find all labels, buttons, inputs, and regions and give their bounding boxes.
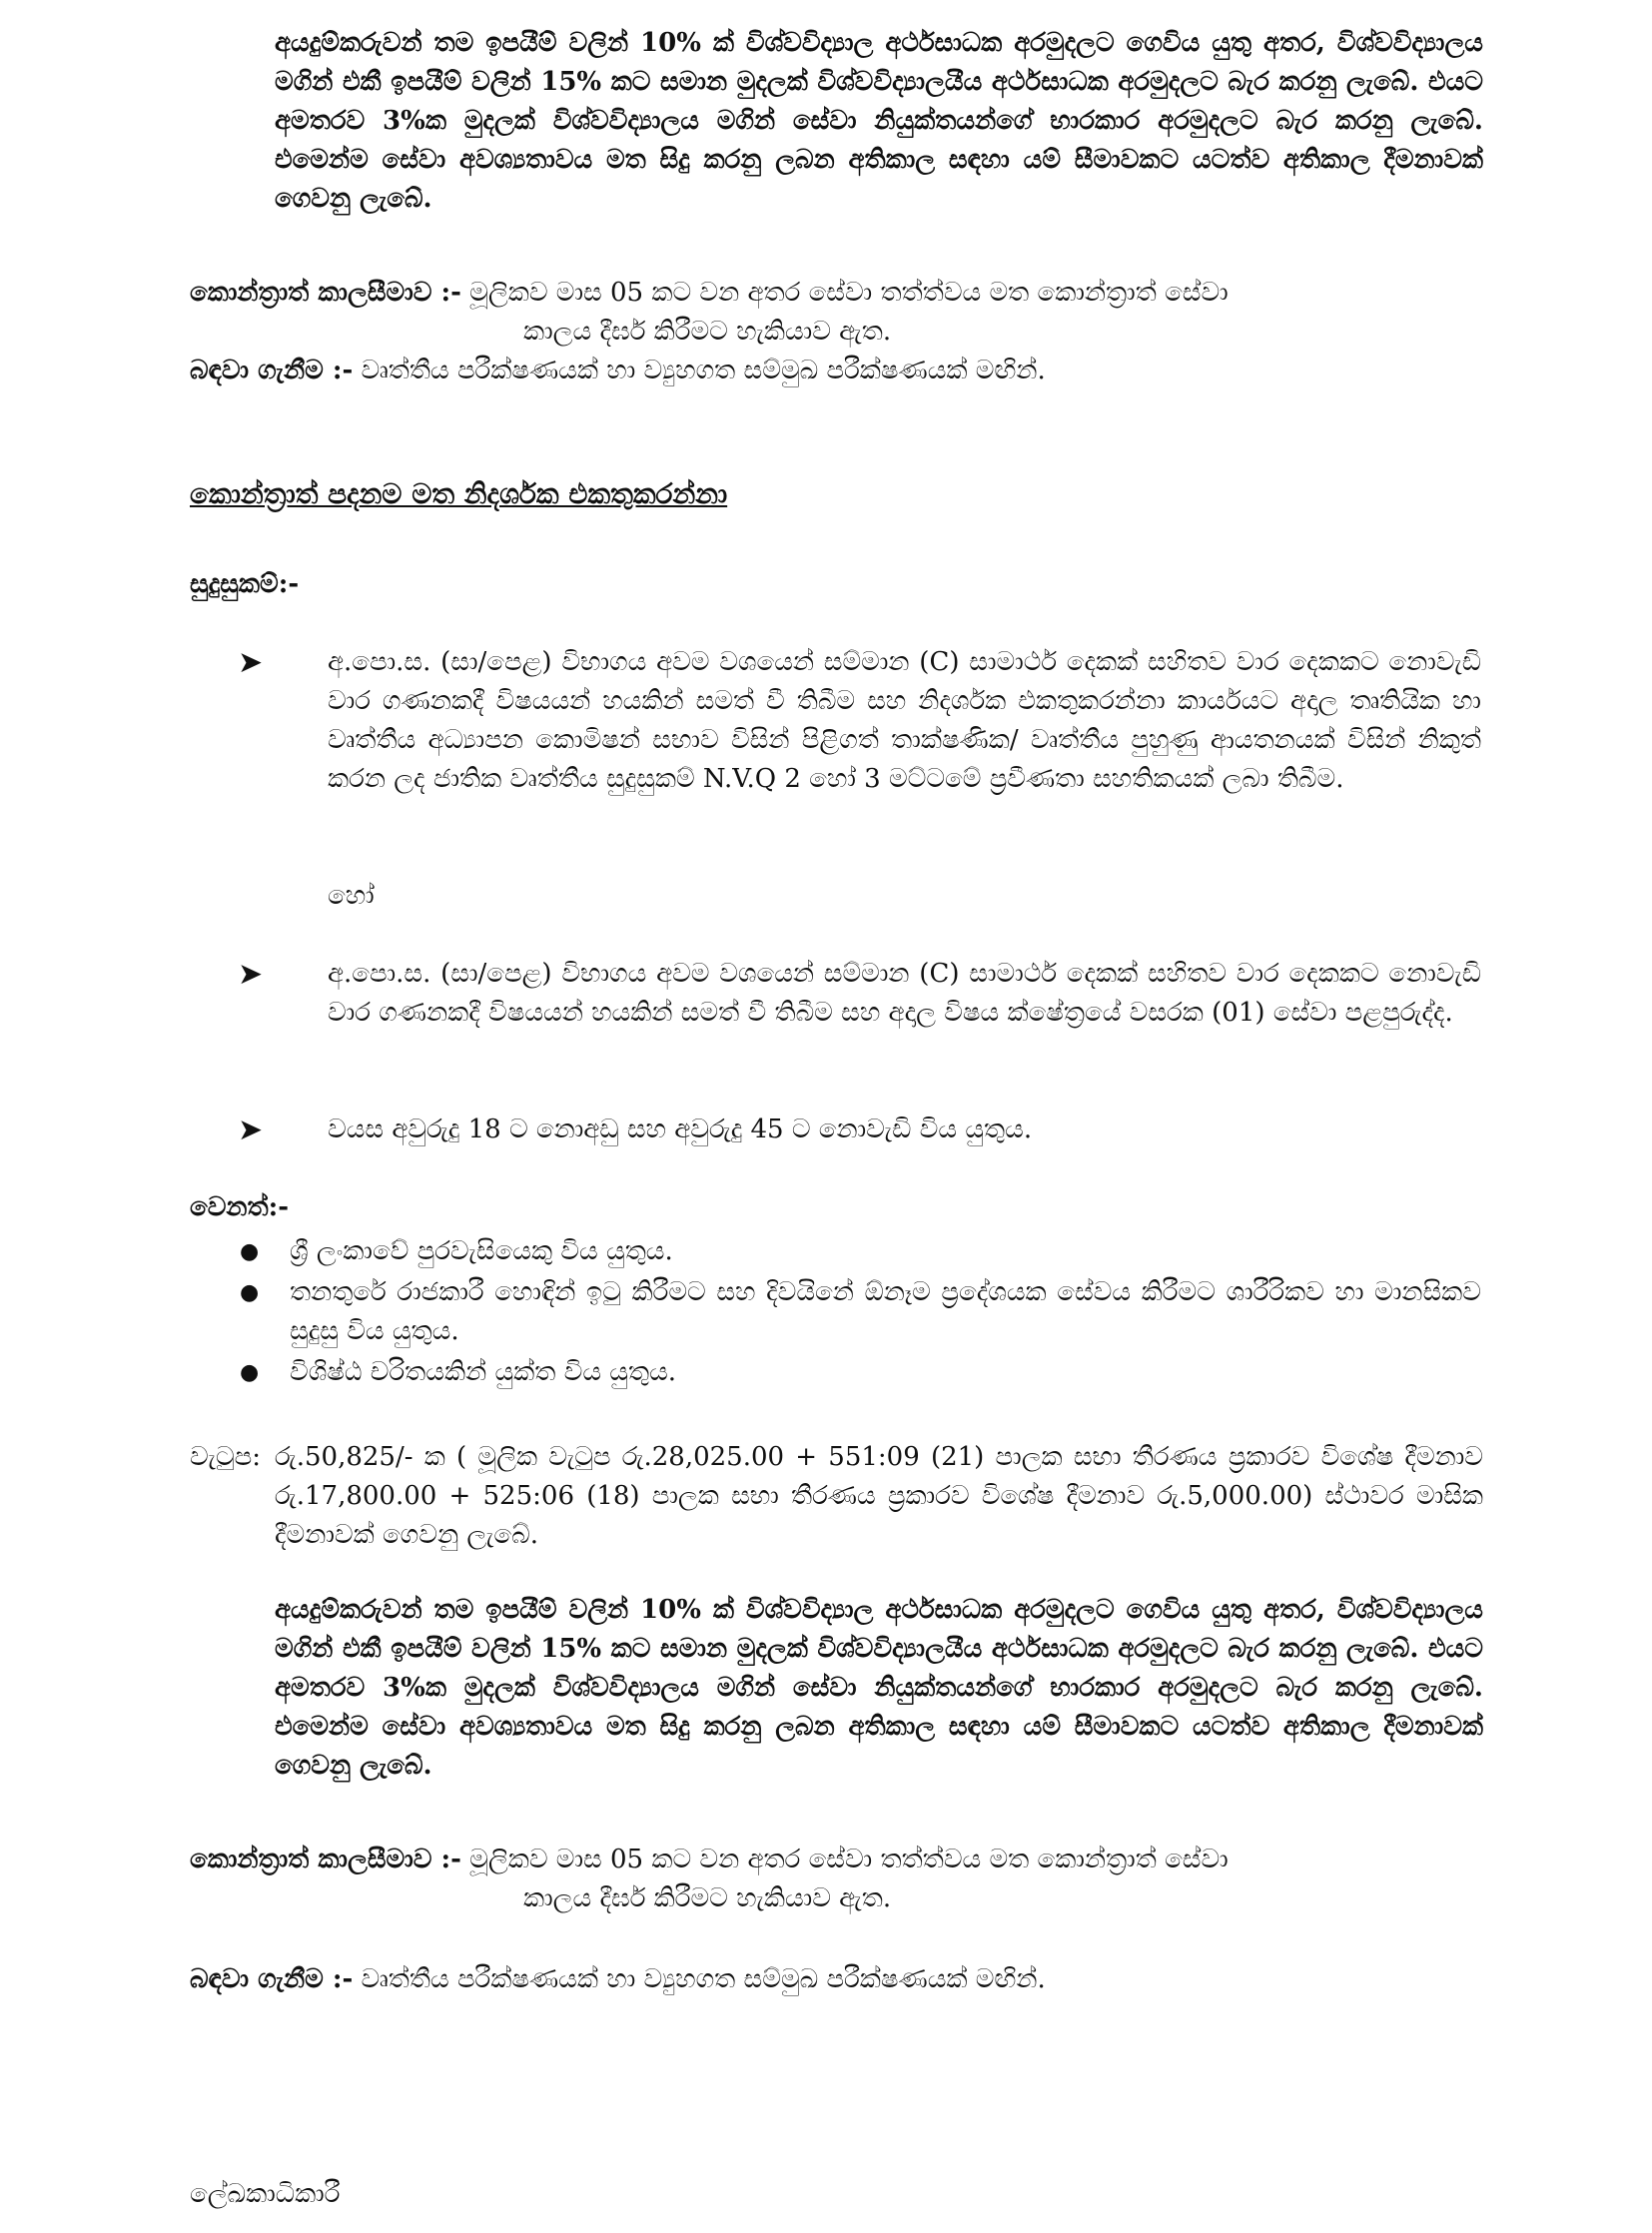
arrowhead-bullet-icon: ➤ xyxy=(238,1113,264,1147)
other-label: වෙනත්:- xyxy=(190,1192,290,1222)
provident-fund-paragraph-bottom: අයදුම්කරුවන් තම ඉපයීම් වලින් 10% ක් විශ්වවිද්‍යාල අර්ථසාධක අරමුදලට ගෙවිය යුතු අතර, විශ්වවිද්‍යාලය මගින් එකී ඉපයීම් වලින් 15% කට සමාන මුදලක් විශ්වවිද්‍යාලයීය අර්ථසාධක අරමුදලට බැර කරනු ලැබේ. එයට අමතරව 3%ක මුදලක් විශ්වවිද්‍යාලය මගින් සේවා නියුක්තයන්ගේ භාරකාර අරමුදලට බැර කරනු ලැබේ. එමෙන්ම සේවා අවශ්‍යතාවය මත සිදු කරනු ලබන අතිකාල සඳහා යම් සීමාවකට යටත්ව අතිකාල දීමනාවක් ගෙවනු ලැබේ. xyxy=(275,1595,1483,1781)
contract-period-label: කොන්ත්‍රාත් කාලසීමාව :- xyxy=(190,1845,461,1874)
recruitment-label: බඳවා ගැනීම :- xyxy=(190,356,354,385)
qualification-item-3: වයස අවුරුදු 18 ට නොඅඩු සහ අවුරුදු 45 ට නොවැඩි විය යුතුය. xyxy=(328,1115,1033,1144)
contract-period-text: මූලිකව මාස 05 කට වන අතර සේවා තත්ත්වය මත කොන්ත්‍රාත් සේවා xyxy=(469,1845,1229,1874)
qualifications-label: සුදුසුකම්:- xyxy=(190,569,300,599)
contract-period-continuation: කාලය දීර්ඝ කිරීමට හැකියාව ඇත. xyxy=(523,1883,892,1913)
other-item-3: විශිෂ්ඨ චරිතයකින් යුක්ත විය යුතුය. xyxy=(290,1357,677,1387)
dot-bullet-icon: ● xyxy=(240,1239,260,1264)
contract-period-continuation: කාලය දීර්ඝ කිරීමට හැකියාව ඇත. xyxy=(523,317,892,347)
post-title-heading: කොන්ත්‍රාත් පදනම මත නිදර්ශක එකතුකරන්නා xyxy=(190,477,728,510)
recruitment-text: වෘත්තීය පරීක්ෂණයක් හා ව්‍යුහගත සම්මුඛ පරීක්ෂණයක් මඟින්. xyxy=(361,356,1046,385)
or-separator: හෝ xyxy=(328,881,375,911)
contract-period-row-top xyxy=(190,274,1229,313)
provident-fund-paragraph-top: අයදුම්කරුවන් තම ඉපයීම් වලින් 10% ක් විශ්වවිද්‍යාල අර්ථසාධක අරමුදලට ගෙවිය යුතු අතර, විශ්වවිද්‍යාලය මගින් එකී ඉපයීම් වලින් 15% කට සමාන මුදලක් විශ්වවිද්‍යාලයීය අර්ථසාධක අරමුදලට බැර කරනු ලැබේ. එයට අමතරව 3%ක මුදලක් විශ්වවිද්‍යාලය මගින් සේවා නියුක්තයන්ගේ භාරකාර අරමුදලට බැර කරනු ලැබේ. එමෙන්ම සේවා අවශ්‍යතාවය මත සිදු කරනු ලබන අතිකාල සඳහා යම් සීමාවකට යටත්ව අතිකාල දීමනාවක් ගෙවනු ලැබේ. xyxy=(275,28,1483,214)
recruitment-row-bottom xyxy=(190,1960,1046,1999)
salary-label: වැටුප: xyxy=(190,1442,262,1472)
dot-bullet-icon: ● xyxy=(240,1280,260,1305)
contract-period-text: මූලිකව මාස 05 කට වන අතර සේවා තත්ත්වය මත කොන්ත්‍රාත් සේවා xyxy=(469,278,1229,308)
contract-period-label: කොන්ත්‍රාත් කාලසීමාව :- xyxy=(190,278,461,308)
qualification-item-1: අ.පො.ස. (සා/පෙළ) විභාගය අවම වශයෙන් සම්මාන (C) සාමාර්ථ දෙකක් සහිතව වාර දෙකකට නොවැඩි වාර ගණනකදී විෂයයන් හයකින් සමත් වී තිබීම සහ නිදර්ශක එකතුකරන්නා කාර්යයට අදාල තෘතියික හා වෘත්තීය අධ්‍යාපන කොමිෂන් සභාව විසින් පිළිගත් තාක්ෂණික/ වෘත්තීය පුහුණු ආයතනයක් විසින් නිකුත් කරන ලද ජාතික වෘත්තීය සුදුසුකම් N.V.Q 2 හෝ 3 මට්ටමේ ප්‍රවීණතා සහතිකයක් ලබා තිබීම. xyxy=(328,647,1481,794)
qualification-item-2: අ.පො.ස. (සා/පෙළ) විභාගය අවම වශයෙන් සම්මාන (C) සාමාර්ථ දෙකක් සහිතව වාර දෙකකට නොවැඩි වාර ගණනකදී විෂයයන් හයකින් සමත් වී තිබීම සහ අදාල විෂය ක්ෂේත්‍රයේ වසරක (01) සේවා පළපුරුද්ද. xyxy=(328,959,1481,1028)
arrowhead-bullet-icon: ➤ xyxy=(238,645,264,680)
contract-period-row-bottom xyxy=(190,1841,1229,1879)
other-item-2: තනතුරේ රාජකාරී හොඳින් ඉටු කිරීමට සහ දිවයිනේ ඕනෑම ප්‍රදේශයක සේවය කිරීමට ශාරීරිකව හා මානසිකව සුදුසු විය යුතුය. xyxy=(290,1277,1481,1346)
recruitment-row-top xyxy=(190,352,1046,390)
signature-title: ලේඛකාධිකාරී xyxy=(190,2179,341,2209)
arrowhead-bullet-icon: ➤ xyxy=(238,957,264,992)
salary-text: රු.50,825/- ක ( මූලික වැටුප රු.28,025.00 + 551:09 (21) පාලක සභා තීරණය ප්‍රකාරව විශේෂ දීමනාව රු.17,800.00 + 525:06 (18) පාලක සභා තීරණය ප්‍රකාරව විශේෂ දීමනාව රු.5,000.00) ස්ථාවර මාසික දීමනාවක් ගෙවනු ලැබේ. xyxy=(275,1442,1483,1550)
dot-bullet-icon: ● xyxy=(240,1360,260,1385)
recruitment-text: වෘත්තීය පරීක්ෂණයක් හා ව්‍යුහගත සම්මුඛ පරීක්ෂණයක් මඟින්. xyxy=(361,1964,1046,1994)
other-item-1: ශ්‍රී ලංකාවේ පුරවැසියෙකු විය යුතුය. xyxy=(290,1236,673,1266)
recruitment-label: බඳවා ගැනීම :- xyxy=(190,1964,354,1994)
